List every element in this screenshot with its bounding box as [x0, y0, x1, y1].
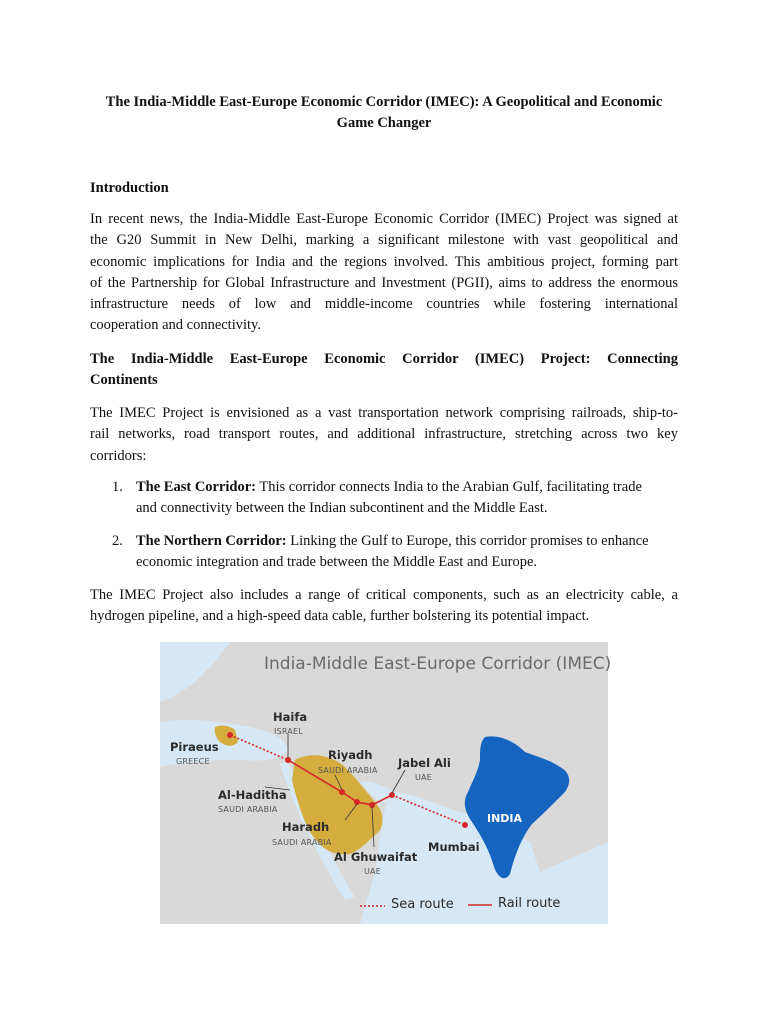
- map-label-haifa: Haifa: [273, 710, 308, 724]
- paragraph-line: rail networks, road transport routes, and additional infrastructure, stretching across two key: [90, 426, 678, 443]
- map-label-saudi-arabia: SAUDI ARABIA: [272, 838, 332, 847]
- list-number: 2.: [112, 533, 123, 549]
- list-item-text: economic integration and trade between the Middle East and Europe.: [136, 554, 538, 571]
- map-label-saudi-arabia: SAUDI ARABIA: [318, 766, 378, 775]
- list-item-title: The Northern Corridor:: [136, 533, 287, 549]
- list-number: 1.: [112, 479, 123, 495]
- list-item-text: Linking the Gulf to Europe, this corridor promises to enhance: [286, 533, 649, 549]
- paragraph-line: corridors:: [90, 447, 147, 464]
- map-label-india: INDIA: [487, 812, 523, 825]
- legend-sea-route: Sea route: [391, 897, 454, 912]
- list-item-text: This corridor connects India to the Arabian Gulf, facilitating trade: [256, 479, 642, 495]
- section-heading: [90, 349, 678, 391]
- intro-heading: Introduction: [90, 180, 169, 196]
- mumbai-dot: [462, 822, 468, 828]
- paragraph-line: The IMEC Project is envisioned as a vast transportation network comprising railroads, ship-to-: [90, 405, 678, 421]
- paragraph-line: The IMEC Project also includes a range of critical components, such as an electricity cable, a: [90, 587, 678, 603]
- list-item-text: and connectivity between the Indian subcontinent and the Middle East.: [136, 500, 548, 517]
- map-label-greece: GREECE: [176, 757, 210, 766]
- map-label-mumbai: Mumbai: [428, 840, 480, 854]
- paragraph-line: of the Partnership for Global Infrastructure and Investment (PGII), aims to address the enormous: [90, 274, 678, 291]
- map-label-saudi-arabia: SAUDI ARABIA: [218, 805, 278, 814]
- map-label-jabel-ali: Jabel Ali: [398, 756, 451, 770]
- imec-map-image: [160, 642, 608, 924]
- map-label-israel: ISRAEL: [274, 727, 303, 736]
- paragraph-line: In recent news, the India-Middle East-Europe Economic Corridor (IMEC) Project was signed at: [90, 211, 678, 227]
- paragraph-line: economic implications for India and the regions involved. This ambitious project, forming part: [90, 253, 678, 270]
- map-label-uae: UAE: [415, 773, 432, 782]
- map-label-piraeus: Piraeus: [170, 740, 219, 754]
- title-line: The India-Middle East-Europe Economic Corridor (IMEC): A Geopolitical and Economic: [105, 94, 663, 110]
- document-title: [90, 92, 678, 134]
- closing-paragraph: [90, 585, 678, 628]
- map-title: India-Middle East-Europe Corridor (IMEC): [264, 654, 612, 674]
- intro-paragraph: [90, 209, 678, 337]
- list-item-title: The East Corridor:: [136, 479, 257, 495]
- map-label-haradh: Haradh: [282, 820, 330, 834]
- heading-line: The India-Middle East-Europe Economic Corridor (IMEC) Project: Connecting: [90, 351, 678, 367]
- map-label-al-ghuwaifat: Al Ghuwaifat: [334, 850, 418, 864]
- piraeus-dot: [227, 732, 233, 738]
- paragraph-line: the G20 Summit in New Delhi, marking a significant milestone with vast geopolitical and: [90, 232, 678, 249]
- paragraph-line: cooperation and connectivity.: [90, 317, 261, 334]
- map-graphic: [160, 642, 608, 924]
- map-label-riyadh: Riyadh: [328, 748, 373, 762]
- legend-rail-route: Rail route: [498, 896, 561, 911]
- paragraph-line: infrastructure needs of low and middle-income countries while fostering international: [90, 296, 678, 313]
- map-label-al-haditha: Al-Haditha: [218, 788, 287, 802]
- heading-line: Continents: [90, 372, 158, 388]
- paragraph-line: hydrogen pipeline, and a high-speed data cable, further bolstering its potential impact.: [90, 608, 590, 625]
- title-line: Game Changer: [336, 115, 432, 131]
- section-paragraph: [90, 403, 678, 467]
- map-label-uae: UAE: [364, 867, 381, 876]
